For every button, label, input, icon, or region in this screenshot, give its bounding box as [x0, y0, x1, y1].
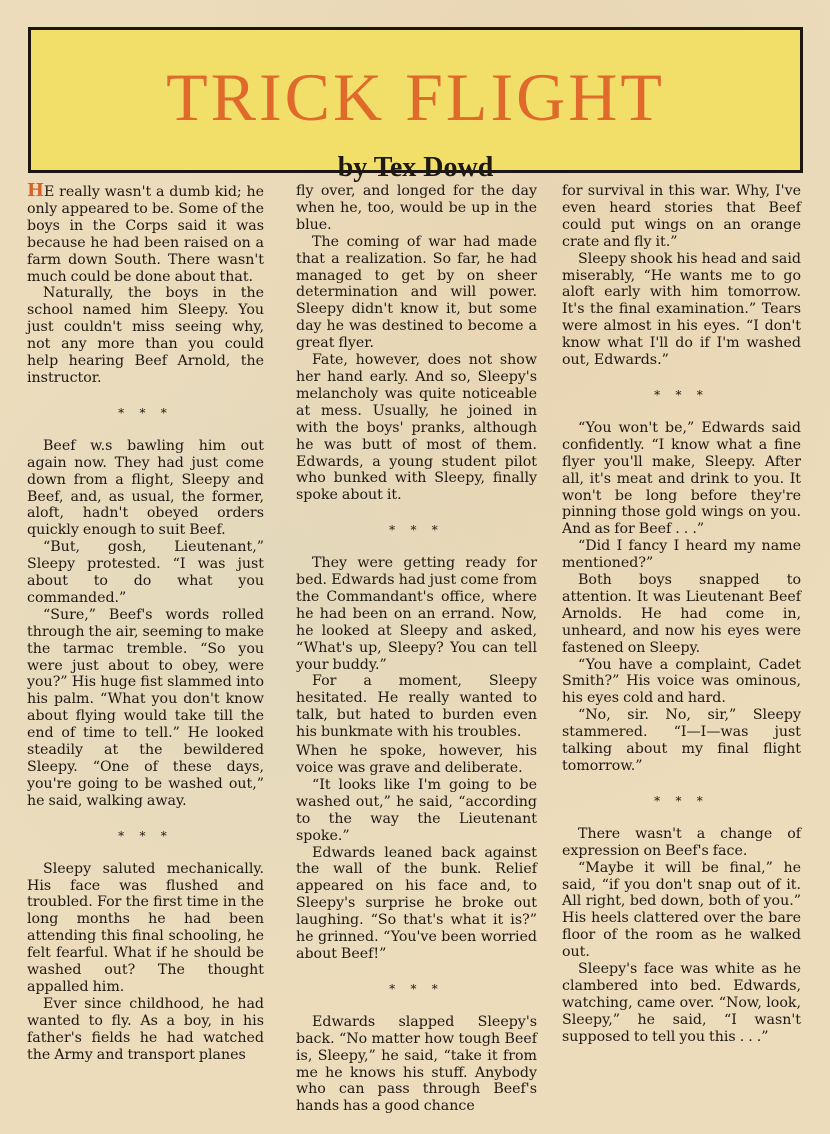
section-separator: * * *	[118, 405, 173, 420]
text-column-2	[296, 183, 537, 1115]
paragraph: They were getting ready for bed. Edwards had just come from the Commandant's office, where he had been on an errand. Now, he looked at Sleepy and asked, “What's up, Sleepy? You can tell your buddy.”	[296, 555, 537, 673]
paragraph: “But, gosh, Lieutenant,” Sleepy protested. “I was just about to do what you commanded.”	[27, 539, 264, 606]
paragraph: Ever since childhood, he had wanted to fly. As a boy, in his father's fields he had watched the Army and transport planes	[27, 995, 264, 1063]
text-column-1	[27, 180, 264, 1064]
section-separator: * * *	[654, 793, 709, 808]
paragraph: For a moment, Sleepy hesitated. He really wanted to talk, but hated to burden even his bunkmate with his troubles.	[296, 673, 537, 741]
paragraph: Sleepy saluted mechanically. His face was flushed and troubled. For the first time in the long months he had been attending this final schooling, he felt fearful. What if he should be washed out? The thought appalled him.	[27, 860, 264, 995]
paragraph: “It looks like I'm going to be washed out,” he said, “according to the way the Lieutenant spoke.”	[296, 776, 537, 844]
paragraph: Fate, however, does not show her hand early. And so, Sleepy's melancholy was quite noticeable at mess. Usually, he joined in with the boys' pranks, although he was butt of most of them. Edwards, a young student pilot who bunked with Sleepy, finally spoke about it.	[296, 352, 537, 504]
paragraph: “You won't be,” Edwards said confidently. “I know what a fine flyer you'll make, Sleepy. After all, it's meat and drink to you. It won't be long before they're pinning those gold wings on you. And as for Beef . . .”	[562, 419, 801, 538]
paragraph: “Did I fancy I heard my name mentioned?”	[562, 538, 801, 572]
paragraph: Beef w.s bawling him out again now. They had just come down from a flight, Sleepy and Beef, and, as usual, the former, aloft, hadn't obeyed orders quickly enough to suit Beef.	[27, 437, 264, 539]
paragraph	[27, 180, 264, 285]
text-column-3	[562, 183, 801, 1046]
drop-cap: H	[27, 180, 45, 201]
section-separator: * * *	[389, 981, 444, 996]
paragraph: fly over, and longed for the day when he, too, would be up in the blue.	[296, 183, 537, 233]
paragraph-text: E really wasn't a dumb kid; he only appeared to be. Some of the boys in the Corps said it was because he had been raised on a farm down South. There wasn't much could be done about that.	[27, 184, 264, 285]
paragraph: Naturally, the boys in the school named him Sleepy. You just couldn't miss seeing why, not any more than you could help hearing Beef Arnold, the instructor.	[27, 285, 264, 386]
paragraph: “Sure,” Beef's words rolled through the air, seeming to make the tarmac tremble. “So you were just about to obey, were you?” His huge fist slammed into his palm. “What you don't know about flying would take till the end of time to tell.” He looked steadily at the bewildered Sleepy. “One of these days, you're going to be washed out,” he said, walking away.	[27, 606, 264, 809]
paragraph: Both boys snapped to attention. It was Lieutenant Beef Arnolds. He had come in, unheard, and now his eyes were fastened on Sleepy.	[562, 572, 801, 656]
paragraph: Sleepy's face was white as he clambered into bed. Edwards, watching, came over. “Now, look, Sleepy,” he said, “I wasn't supposed to tell you this . . .”	[562, 961, 801, 1045]
section-separator: * * *	[389, 523, 444, 538]
paragraph: “Maybe it will be final,” he said, “if you don't snap out of it. All right, bed down, both of you.” His heels clattered over the bare floor of the room as he walked out.	[562, 859, 801, 961]
paragraph: There wasn't a change of expression on Beef's face.	[562, 825, 801, 859]
section-separator: * * *	[654, 387, 709, 402]
paragraph: for survival in this war. Why, I've even heard stories that Beef could put wings on an orange crate and fly it.”	[562, 183, 801, 250]
paragraph: Edwards leaned back against the wall of the bunk. Relief appeared on his face and, to Sleepy's surprise he broke out laughing. “So that's what it is?” he grinned. “You've been worried about Beef!”	[296, 844, 537, 962]
paragraph: When he spoke, however, his voice was grave and deliberate.	[296, 743, 537, 776]
title-banner	[28, 27, 803, 183]
paragraph: Edwards slapped Sleepy's back. “No matter how tough Beef is, Sleepy,” he said, “take it from me he knows his stuff. Anybody who can pass through Beef's hands has a good chance	[296, 1013, 537, 1115]
paragraph: “You have a complaint, Cadet Smith?” His voice was ominous, his eyes cold and hard.	[562, 656, 801, 707]
section-separator: * * *	[118, 828, 173, 843]
paragraph: Sleepy shook his head and said miserably, “He wants me to go aloft early with him tomorrow. It's the final examination.” Tears were almost in his eyes. “I don't know what I'll do if I'm washed out, Edwards.”	[562, 250, 801, 369]
story-byline: by Tex Dowd	[337, 152, 494, 183]
paragraph: The coming of war had made that a realization. So far, he had managed to get by on sheer determination and will power. Sleepy didn't know it, but some day he was destined to become a great flyer.	[296, 233, 537, 352]
paragraph: “No, sir. No, sir,” Sleepy stammered. “I—I—was just talking about my final flight tomorrow.”	[562, 707, 801, 774]
story-title: TRICK FLIGHT	[166, 59, 665, 135]
